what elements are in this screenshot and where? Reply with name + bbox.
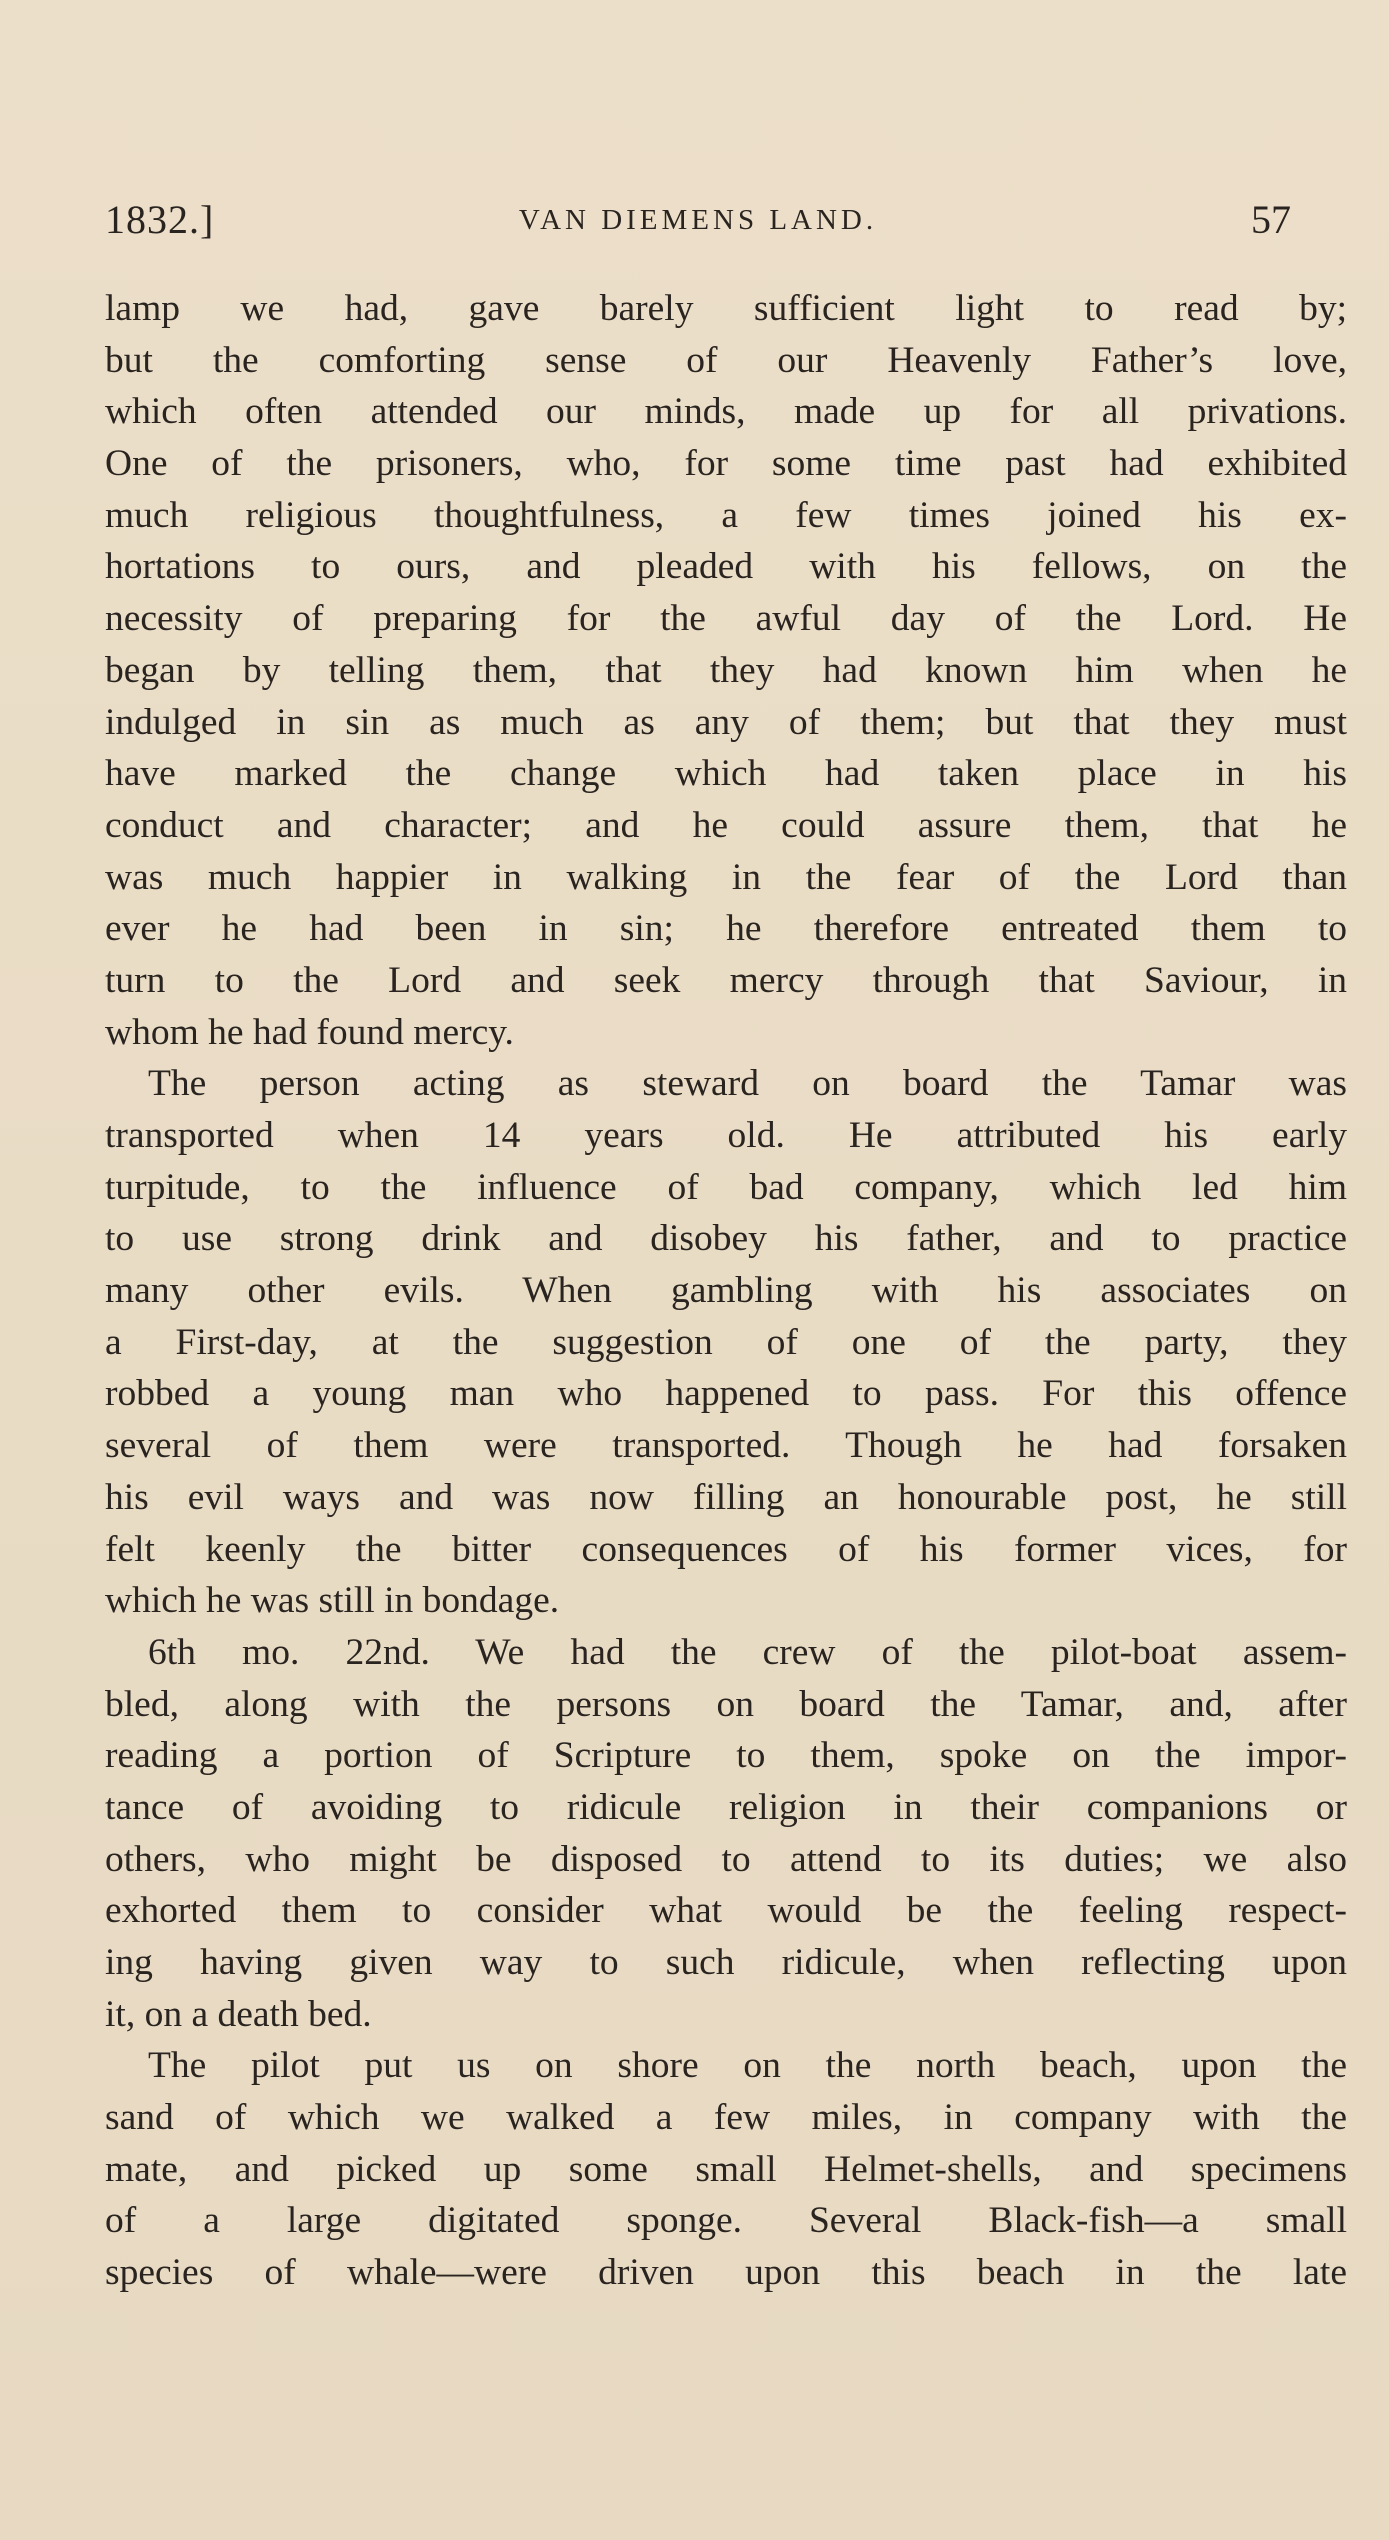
paragraph — [105, 283, 1347, 1058]
text-line: but the comforting sense of our Heavenly Father’s love, — [105, 339, 1347, 381]
page-number: 57 — [1251, 197, 1291, 242]
text-line: to use strong drink and disobey his father, and to practice — [105, 1218, 1347, 1260]
text-line: necessity of preparing for the awful day of the Lord. He — [105, 598, 1347, 640]
text-line: The pilot put us on shore on the north beach, upon the — [148, 2045, 1347, 2087]
running-header — [105, 196, 1291, 246]
text-line: whom he had found mercy. — [105, 1011, 514, 1053]
text-line: felt keenly the bitter consequences of his former vices, for — [105, 1528, 1347, 1570]
text-line: several of them were transported. Though he had forsaken — [105, 1425, 1347, 1467]
text-line: exhorted them to consider what would be the feeling respect- — [105, 1890, 1347, 1932]
text-line: his evil ways and was now filling an honourable post, he still — [105, 1476, 1347, 1518]
text-line: reading a portion of Scripture to them, spoke on the impor- — [105, 1735, 1347, 1777]
text-line: hortations to ours, and pleaded with his fellows, on the — [105, 546, 1347, 588]
text-line: conduct and character; and he could assure them, that he — [105, 804, 1347, 846]
paragraph — [105, 1058, 1347, 1627]
text-line: ever he had been in sin; he therefore entreated them to — [105, 908, 1347, 950]
text-line: which often attended our minds, made up for all privations. — [105, 391, 1347, 433]
text-line: of a large digitated sponge. Several Black-fish—a small — [105, 2200, 1347, 2242]
text-line: which he was still in bondage. — [105, 1580, 560, 1622]
paragraph — [105, 2040, 1347, 2298]
text-line: transported when 14 years old. He attributed his early — [105, 1115, 1347, 1156]
text-line: mate, and picked up some small Helmet-shells, and specimens — [105, 2148, 1347, 2190]
text-line: it, on a death bed. — [105, 1993, 372, 2035]
text-line: 6th mo. 22nd. We had the crew of the pilot-boat assem- — [148, 1631, 1347, 1673]
paragraph — [105, 1627, 1347, 2041]
text-line: a First-day, at the suggestion of one of the party, they — [105, 1321, 1347, 1363]
text-line: The person acting as steward on board the Tamar was — [148, 1063, 1347, 1105]
text-line: others, who might be disposed to attend to its duties; we also — [105, 1838, 1347, 1880]
text-line: turn to the Lord and seek mercy through that Saviour, in — [105, 959, 1347, 1001]
text-line: One of the prisoners, who, for some time past had exhibited — [105, 443, 1347, 485]
text-line: sand of which we walked a few miles, in company with the — [105, 2097, 1347, 2139]
text-line: robbed a young man who happened to pass. For this offence — [105, 1373, 1347, 1415]
header-year: 1832.] — [105, 197, 215, 242]
text-line: species of whale—were driven upon this beach in the late — [105, 2252, 1347, 2294]
text-line: much religious thoughtfulness, a few times joined his ex- — [105, 494, 1347, 536]
text-line: was much happier in walking in the fear of the Lord than — [105, 856, 1347, 898]
text-line: turpitude, to the influence of bad company, which led him — [105, 1166, 1347, 1208]
text-line: have marked the change which had taken place in his — [105, 753, 1347, 795]
text-line: many other evils. When gambling with his associates on — [105, 1270, 1347, 1312]
body-text — [105, 283, 1347, 2299]
running-title: VAN DIEMENS LAND. — [518, 204, 878, 236]
text-line: tance of avoiding to ridicule religion in their companions or — [105, 1786, 1347, 1828]
text-line: began by telling them, that they had known him when he — [105, 649, 1347, 691]
text-line: bled, along with the persons on board the Tamar, and, after — [105, 1683, 1347, 1725]
text-line: lamp we had, gave barely sufficient light to read by; — [105, 288, 1347, 329]
text-line: indulged in sin as much as any of them; but that they must — [105, 701, 1347, 743]
text-line: ing having given way to such ridicule, when reflecting upon — [105, 1942, 1347, 1983]
